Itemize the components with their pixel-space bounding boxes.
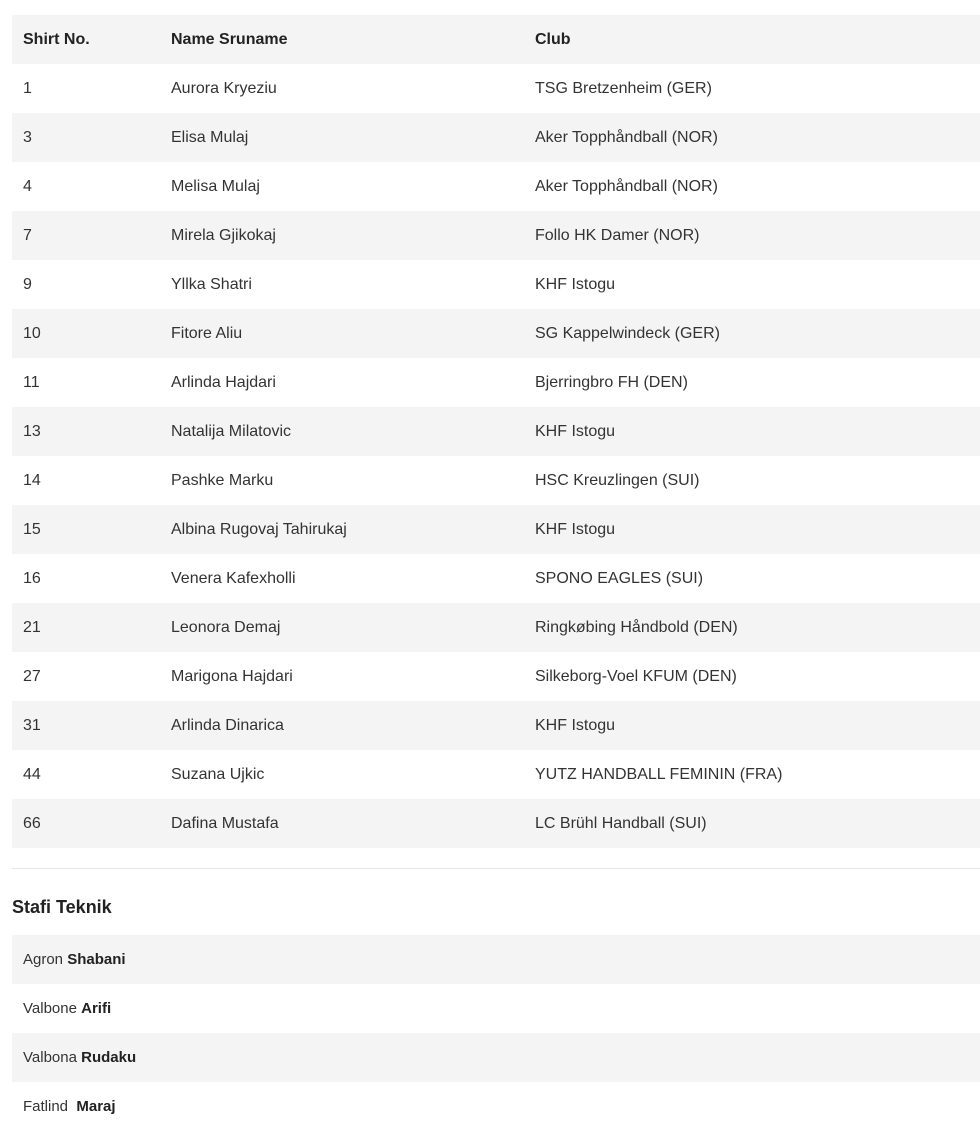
player-name-cell: Marigona Hajdari: [171, 667, 293, 685]
staff-last-name: Rudaku: [81, 1049, 137, 1066]
staff-member: [12, 1082, 980, 1131]
club-cell: Ringkøbing Håndbold (DEN): [535, 618, 738, 636]
shirt-number-cell: 21: [23, 618, 41, 636]
club-cell: KHF Istogu: [535, 275, 616, 293]
player-name-cell: Pashke Marku: [171, 471, 274, 489]
staff-last-name: Shabani: [67, 951, 126, 968]
column-header-shirt-number: Shirt No.: [23, 30, 90, 48]
club-cell: LC Brühl Handball (SUI): [535, 814, 707, 832]
column-header-club: Club: [535, 30, 571, 48]
shirt-number-cell: 7: [23, 226, 32, 244]
shirt-number-cell: 66: [23, 814, 41, 832]
club-cell: Silkeborg-Voel KFUM (DEN): [535, 667, 737, 685]
shirt-number-cell: 13: [23, 422, 41, 440]
staff-last-name: Arifi: [81, 1000, 112, 1017]
staff-first-name: Agron: [23, 951, 68, 968]
shirt-number-cell: 10: [23, 324, 41, 342]
roster-table: [12, 15, 980, 848]
staff-heading: Stafi Teknik: [12, 897, 112, 917]
page-content: [12, 15, 980, 1131]
club-cell: YUTZ HANDBALL FEMININ (FRA): [535, 765, 783, 783]
table-row: [12, 211, 980, 260]
club-cell: Aker Topphåndball (NOR): [535, 128, 718, 146]
club-cell: KHF Istogu: [535, 422, 616, 440]
table-row: [12, 456, 980, 505]
player-name-cell: Melisa Mulaj: [171, 177, 260, 195]
player-name-cell: Albina Rugovaj Tahirukaj: [171, 520, 347, 538]
staff-member: [12, 984, 980, 1033]
shirt-number-cell: 9: [23, 275, 32, 293]
player-name-cell: Leonora Demaj: [171, 618, 281, 636]
shirt-number-cell: 16: [23, 569, 41, 587]
player-name-cell: Natalija Milatovic: [171, 422, 292, 440]
table-row: [12, 260, 980, 309]
player-name-cell: Suzana Ujkic: [171, 765, 265, 783]
table-row: [12, 750, 980, 799]
player-name-cell: Aurora Kryeziu: [171, 79, 277, 97]
table-row: [12, 603, 980, 652]
table-row: [12, 162, 980, 211]
player-name-cell: Fitore Aliu: [171, 324, 243, 342]
player-name-cell: Yllka Shatri: [171, 275, 252, 293]
shirt-number-cell: 4: [23, 177, 32, 195]
section-divider: [12, 868, 980, 869]
shirt-number-cell: 14: [23, 471, 41, 489]
player-name-cell: Arlinda Dinarica: [171, 716, 284, 734]
shirt-number-cell: 15: [23, 520, 41, 538]
club-cell: KHF Istogu: [535, 520, 616, 538]
table-header-row: [12, 15, 980, 64]
shirt-number-cell: 44: [23, 765, 41, 783]
club-cell: Aker Topphåndball (NOR): [535, 177, 718, 195]
table-row: [12, 358, 980, 407]
club-cell: SG Kappelwindeck (GER): [535, 324, 720, 342]
table-row: [12, 309, 980, 358]
player-name-cell: Arlinda Hajdari: [171, 373, 276, 391]
shirt-number-cell: 11: [23, 373, 40, 391]
staff-first-name: Valbone: [23, 1000, 82, 1017]
club-cell: Bjerringbro FH (DEN): [535, 373, 688, 391]
club-cell: TSG Bretzenheim (GER): [535, 79, 712, 97]
table-row: [12, 652, 980, 701]
player-name-cell: Mirela Gjikokaj: [171, 226, 276, 244]
club-cell: KHF Istogu: [535, 716, 616, 734]
shirt-number-cell: 3: [23, 128, 32, 146]
player-name-cell: Elisa Mulaj: [171, 128, 249, 146]
table-row: [12, 113, 980, 162]
staff-list: [12, 935, 980, 1131]
club-cell: SPONO EAGLES (SUI): [535, 569, 704, 587]
player-name-cell: Dafina Mustafa: [171, 814, 279, 832]
player-name-cell: Venera Kafexholli: [171, 569, 296, 587]
staff-last-name: Maraj: [76, 1098, 116, 1115]
table-row: [12, 407, 980, 456]
table-row: [12, 64, 980, 113]
table-row: [12, 554, 980, 603]
club-cell: HSC Kreuzlingen (SUI): [535, 471, 700, 489]
shirt-number-cell: 1: [23, 79, 32, 97]
table-row: [12, 799, 980, 848]
shirt-number-cell: 27: [23, 667, 41, 685]
staff-first-name: Fatlind: [23, 1098, 77, 1115]
table-row: [12, 701, 980, 750]
column-header-name: Name Sruname: [171, 30, 288, 48]
staff-member: [12, 935, 980, 984]
club-cell: Follo HK Damer (NOR): [535, 226, 700, 244]
shirt-number-cell: 31: [23, 716, 41, 734]
staff-member: [12, 1033, 980, 1082]
table-row: [12, 505, 980, 554]
staff-first-name: Valbona: [23, 1049, 82, 1066]
